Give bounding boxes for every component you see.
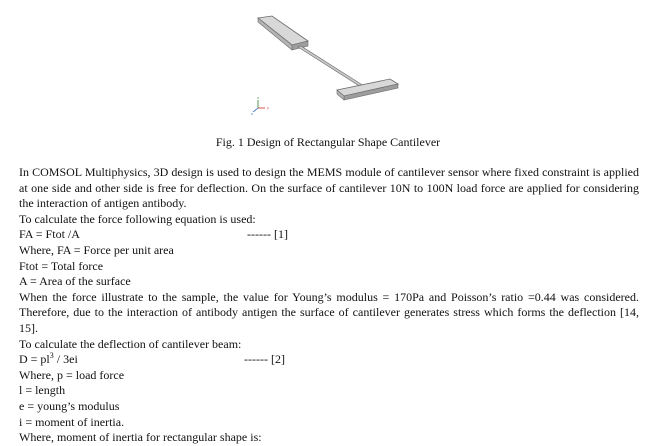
xyz-axes-icon bbox=[251, 95, 269, 116]
equation-2-exponent: 3 bbox=[49, 351, 54, 361]
paragraph-comsol: In COMSOL Multiphysics, 3D design is used to design the MEMS module of cantilever sensor where fixed constraint is applied at one side and other side is free for deflection. On the surface of cantilever 10N to 100N load force are applied for considering the interaction of antigen antibody. bbox=[19, 165, 639, 211]
equation-2-ref: ------ [2] bbox=[244, 352, 285, 367]
line-length: l = length bbox=[19, 383, 66, 398]
cantilever-beam bbox=[298, 46, 364, 87]
equation-2-pre: D = pl bbox=[19, 352, 50, 367]
paragraph-youngs: When the force illustrate to the sample, the value for Young’s modulus = 170Pa and Poisson’s ratio =0.44 was considered. Therefore, due to the interaction of antibody antigen the surface of cantilever generates stress which forms the deflection [14, 15]. bbox=[19, 289, 639, 335]
svg-text:z: z bbox=[257, 95, 259, 100]
equation-2 bbox=[19, 352, 639, 368]
equation-1 bbox=[19, 227, 639, 243]
line-inertia: i = moment of inertia. bbox=[19, 414, 125, 429]
svg-text:x: x bbox=[251, 111, 253, 116]
equation-2-post: / 3ei bbox=[53, 352, 78, 367]
line-ftot: Ftot = Total force bbox=[19, 258, 104, 273]
equation-1-body: FA = Ftot /A bbox=[19, 227, 80, 242]
body-text bbox=[19, 165, 639, 446]
equation-1-ref: ------ [1] bbox=[247, 227, 288, 242]
line-where-p: Where, p = load force bbox=[19, 367, 125, 382]
line-where-fa: Where, FA = Force per unit area bbox=[19, 242, 174, 257]
line-youngs: e = young’s modulus bbox=[19, 398, 120, 413]
line-where-moment: Where, moment of inertia for rectangular shape is: bbox=[19, 430, 262, 445]
cantilever-figure bbox=[240, 8, 420, 118]
line-force-intro: To calculate the force following equation is used: bbox=[19, 211, 256, 226]
svg-text:y: y bbox=[267, 105, 269, 110]
figure-caption: Fig. 1 Design of Rectangular Shape Cantilever bbox=[215, 135, 441, 149]
line-area: A = Area of the surface bbox=[19, 274, 131, 289]
line-deflection-intro: To calculate the deflection of cantilever beam: bbox=[19, 336, 242, 351]
